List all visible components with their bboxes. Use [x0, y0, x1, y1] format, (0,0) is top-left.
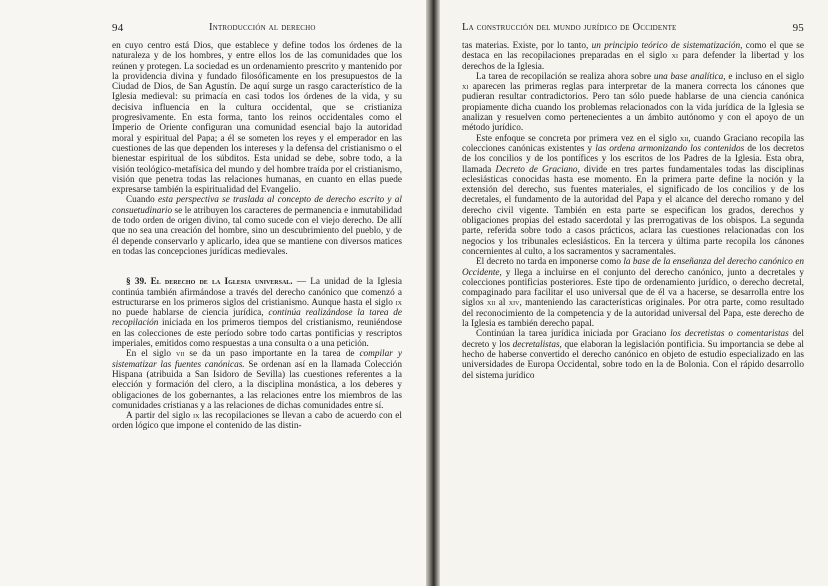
- italic-phrase: continúa realizándose la tarea de recopilación: [112, 308, 402, 329]
- right-page: [440, 0, 828, 586]
- page-number: 94: [112, 22, 124, 34]
- italic-phrase: un principio teórico de sistematización,: [591, 41, 743, 51]
- left-page-header: [112, 22, 402, 34]
- paragraph: Este enfoque se concreta por primera vez en el siglo xii, cuando Graciano recopila las colecciones canónicas existentes y las ordena armonizando los contenidos de los decretos de los concilios y de los pontífices y los escritos de los Padres de la Iglesia. Esta obra, llamada Decreto de Graciano, divide en tres partes fundamentales todas las disciplinas eclesiásticas conocidas hasta ese momento. En la primera parte define la noción y la extensión del derecho, sus fuentes materiales, el significado de los concilios y de los decretales, el fundamento de la autoridad del Papa y el alcance del derecho romano y del derecho civil vigente. También en esta parte se especifican los grados, derechos y obligaciones propias del estado sacerdotal y las prerrogativas de los obispos. La segunda parte, referida sobre todo a casos prácticos, aclara las cuestiones relacionadas con los negocios y los tribunales eclesiásticos. En la tercera y última parte recopila los cánones concernientes al culto, a los sacramentos y sacramentales.: [462, 133, 805, 257]
- roman-numeral: xi: [671, 51, 678, 61]
- paragraph: El decreto no tarda en imponerse como la base de la enseñanza del derecho canónico en Occidente, y llega a incluirse en el conjunto del derecho canónico, junto a decretales y colecciones pontificias posteriores. Este tipo de ordenamiento jurídico, o derecho decretal, compaginado para facilitar el uso universal que de él va a hacerse, se desarrolla entre los siglos xii al xiv, manteniendo las características originales. Por otra parte, como resultado del reconocimiento de la competencia y de la autoridad universal del Papa, este derecho de la Iglesia es también derecho papal.: [462, 257, 804, 330]
- running-head: Introducción al derecho: [209, 22, 316, 33]
- section-paragraph: § 39. El derecho de la Iglesia universal. — La unidad de la Iglesia continúa también afirmándose a través del derecho canónico que comenzó a estructurarse en los primeros siglos del cristianismo. Aunque hasta el siglo ix no puede hablarse de ciencia jurídica, continúa realizándose la tarea de recopilación iniciada en los primeros tiempos del cristianismo, reuniéndose en las colecciones de este período sobre todo cartas pontificias y rescriptos imperiales, emitidos como respuestas a una consulta o a una petición.: [112, 277, 403, 350]
- roman-numeral: xii: [679, 133, 689, 143]
- left-text-column: [112, 41, 402, 432]
- roman-numeral: xi: [462, 82, 469, 92]
- running-head: La construcción del mundo jurídico de Occidente: [462, 22, 677, 33]
- roman-numeral: vii: [176, 349, 185, 359]
- italic-phrase: la base de la enseñanza del derecho canónico en Occidente,: [462, 257, 804, 278]
- roman-numeral: xiv: [508, 298, 520, 308]
- paragraph: En el siglo vii se da un paso importante en la tarea de compilar y sistematizar las fuentes canónicas. Se ordenan así en la llamada Colección Hispana (atribuida a San Isidoro de Sevilla) las cuestiones referentes a la elección y formación del clero, a la disciplina monástica, a los deberes y obligaciones de los gobernantes, a las relaciones entre los miembros de las comunidades cristianas y a las relaciones de dichas comunidades entre sí.: [112, 349, 402, 411]
- italic-phrase: las ordena armonizando los contenidos: [595, 143, 745, 154]
- paragraph: Continúan la tarea jurídica iniciada por Graciano los decretistas o comentaristas del decreto y los decretalistas, que elaboran la legislación pontificia. Su importancia se debe al hecho de haberse convertido el derecho canónico en objeto de estudio especializado en las universidades de Europa Occidental, sobre todo en la de Bolonia. Con el rápido desarrollo del sistema jurídico: [462, 329, 804, 381]
- roman-numeral: xii: [486, 298, 496, 308]
- section-heading: § 39. El derecho de la Iglesia universal.: [126, 277, 293, 288]
- paragraph: A partir del siglo ix las recopilaciones se llevan a cabo de acuerdo con el orden lógico que impone el contenido de las distin-: [112, 411, 402, 432]
- italic-phrase: una base analítica,: [653, 71, 726, 82]
- paragraph: Cuando esta perspectiva se traslada al concepto de derecho escrito y al consuetudinario se le atribuyen los caracteres de permanencia e inmutabilidad de todo orden de origen divino, tal como sucede con el viejo derecho. De allí que no sea una creación del hombre, sino un descubrimiento del pueblo, y de él depende conservarlo y aplicarlo, idea que se mantiene con diversos matices en todas las concepciones jurídicas medievales.: [112, 195, 402, 257]
- paragraph: tas materias. Existe, por lo tanto, un principio teórico de sistematización, como el que se destaca en las recopilaciones preparadas en el siglo xi para defender la libertad y los derechos de la Iglesia.: [462, 41, 805, 72]
- book-gutter: [426, 0, 440, 586]
- paragraph: La tarea de recopilación se realiza ahora sobre una base analítica, e incluso en el siglo xi aparecen las primeras reglas para interpretar de la manera correcta los cánones que pudieran resultar contradictorios. Pero tan sólo puede hablarse de una ciencia canónica propiamente dicha cuando los problemas relacionados con la vida jurídica de la Iglesia se analizan y resuelven como pertenecientes a un ámbito autónomo y con el apoyo de un método jurídico.: [462, 71, 804, 134]
- roman-numeral: ix: [193, 411, 200, 421]
- italic-phrase: los decretistas o comentaristas: [670, 329, 789, 340]
- italic-phrase: Decreto de Graciano,: [495, 164, 580, 175]
- right-page-header: [462, 22, 804, 34]
- italic-phrase: decretalistas,: [512, 339, 562, 350]
- italic-phrase: esta perspectiva se traslada al concepto de derecho escrito y al consuetudinario: [112, 195, 402, 216]
- roman-numeral: ix: [395, 297, 402, 307]
- paragraph: en cuyo centro está Dios, que establece y define todos los órdenes de la naturaleza y de los hombres, y entre ellos los de las comunidades que los reúnen y protegen. La sociedad es un ordenamiento prescrito y mantenido por la providencia divina y fundado filosóficamente en los presupuestos de la Ciudad de Dios, de San Agustín. De aquí surge un rasgo característico de la Iglesia medieval: su primacía en casi todos los órdenes de la vida, y su decisiva influencia en la cultura occidental, que se cristianiza progresivamente. En esta forma, tanto los reinos occidentales como el Imperio de Oriente configuran una comunidad esencial bajo la autoridad moral y espiritual del Papa; a él se someten los reyes y el emperador en las cuestiones de las que dependen los intereses y la defensa del cristianismo o el bienestar espiritual de los súbditos. Esta unidad se debe, sobre todo, a la visión teológico-metafísica del mundo y del hombre traída por el cristianismo, visión que penetra todas las relaciones humanas, en cuanto en ellas puede expresarse también la espiritualidad del Evangelio.: [112, 41, 403, 196]
- right-text-column: [462, 41, 804, 381]
- italic-phrase: compilar y sistematizar las fuentes canónicas.: [112, 349, 402, 370]
- page-number: 95: [792, 22, 804, 34]
